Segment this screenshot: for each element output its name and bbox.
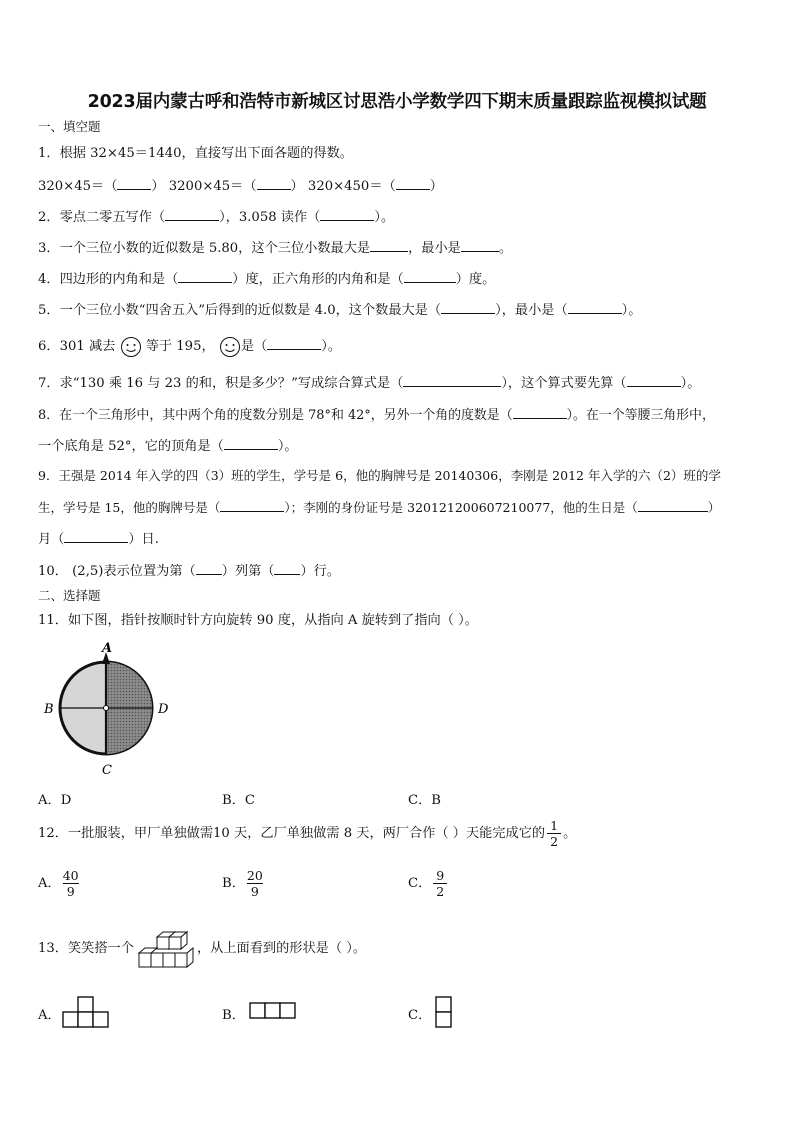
answer-blank[interactable] — [370, 238, 408, 252]
label-d: D — [158, 702, 169, 717]
q13-option-a[interactable]: A． — [38, 1008, 61, 1023]
answer-blank[interactable] — [220, 498, 284, 512]
answer-blank[interactable] — [117, 176, 151, 190]
answer-blank[interactable] — [627, 373, 681, 387]
cube-stack-figure — [137, 931, 193, 969]
answer-blank[interactable] — [403, 373, 501, 387]
section-fill-heading: 一、填空题 — [38, 119, 101, 134]
answer-blank[interactable] — [267, 336, 321, 350]
question-11-stem: 11．如下图，指针按顺时针方向旋转 90 度，从指向 A 旋转到了指向（ ）。 — [38, 613, 478, 628]
question-1-stem: 1．根据 32×45＝1440，直接写出下面各题的得数。 — [38, 146, 353, 161]
smiley-face-icon — [120, 337, 142, 357]
label-a: A — [102, 641, 113, 656]
answer-blank[interactable] — [638, 498, 708, 512]
label-c: C — [102, 763, 112, 778]
answer-blank[interactable] — [513, 405, 567, 419]
question-10: 10． (2,5)表示位置为第（ ）列第（ ）行。 — [38, 561, 340, 581]
answer-blank[interactable] — [224, 436, 278, 450]
answer-blank[interactable] — [64, 529, 128, 543]
answer-blank[interactable] — [274, 561, 300, 575]
question-9-line-2: 生，学号是 15，他的胸牌号是（ ）；李刚的身份证号是 320121200607210077，他的生日是（ ） — [38, 500, 721, 515]
q13-option-c[interactable]: C． — [408, 1008, 432, 1023]
question-7: 7．求“130 乘 16 与 23 的和，积是多少？”写成综合算式是（ ），这个算式要先算（ ）。 — [38, 373, 700, 393]
answer-blank[interactable] — [320, 207, 374, 221]
dial-center — [104, 706, 109, 711]
q12-option-a[interactable]: A． $\frac{40}{9}$ — [38, 868, 79, 899]
section-choice-heading: 二、选择题 — [38, 588, 101, 603]
question-4: 4．四边形的内角和是（ ）度，正六角形的内角和是（ ）度。 — [38, 269, 495, 289]
dial-shaded-quadrant — [106, 662, 152, 708]
question-8-line-2: 一个底角是 52°，它的顶角是（ ）。 — [38, 436, 298, 456]
q12-option-b[interactable]: B． $\frac{20}{9}$ — [222, 868, 263, 899]
page-title: 2023届内蒙古呼和浩特市新城区讨思浩小学数学四下期末质量跟踪监视模拟试题 — [87, 92, 707, 112]
answer-blank[interactable] — [257, 176, 291, 190]
question-13-prefix: 13．笑笑搭一个 — [38, 941, 134, 956]
q11-option-a[interactable]: A．D — [38, 793, 72, 808]
question-13-suffix: ，从上面看到的形状是（ ）。 — [197, 941, 367, 956]
q12-option-c[interactable]: C． $\frac{9}{2}$ — [408, 868, 449, 899]
question-9-line-1: 9．王强是 2014 年入学的四（3）班的学生，学号是 6，他的胸牌号是 20140306，李刚是 2012 年入学的六（2）班的学 — [38, 468, 721, 483]
answer-blank[interactable] — [178, 269, 232, 283]
question-9-line-3: 月（ ）日. — [38, 529, 159, 549]
answer-blank[interactable] — [196, 561, 222, 575]
question-2: 2．零点二零五写作（ ），3.058 读作（ ）。 — [38, 207, 394, 227]
clock-dial-diagram — [44, 641, 174, 778]
dial-shaded-quadrant — [106, 708, 152, 754]
q11-option-c[interactable]: C．B — [408, 793, 441, 808]
answer-blank[interactable] — [165, 207, 219, 221]
label-b: B — [44, 702, 54, 717]
answer-blank[interactable] — [461, 238, 499, 252]
top-view-shape-a — [62, 996, 110, 1028]
q13-option-b[interactable]: B． — [222, 1008, 245, 1023]
top-view-shape-c — [435, 996, 453, 1028]
question-6: 6．301 减去 等于 195， 是（ ）。 — [38, 336, 341, 357]
smiley-face-icon — [219, 337, 241, 357]
question-1-items: 320×45＝（ ） 3200×45＝（ ） 320×450＝（ ） — [38, 176, 443, 196]
answer-blank[interactable] — [404, 269, 456, 283]
question-3: 3．一个三位小数的近似数是 5.80，这个三位小数最大是 ，最小是 。 — [38, 238, 512, 258]
top-view-shape-b — [249, 1002, 297, 1020]
question-8-line-1: 8．在一个三角形中，其中两个角的度数分别是 78°和 42°，另外一个角的度数是（ ）。在一个等腰三角形中， — [38, 405, 715, 425]
answer-blank[interactable] — [568, 300, 622, 314]
fraction-one-half: $\frac{1}{2}$ — [547, 818, 561, 849]
answer-blank[interactable] — [441, 300, 495, 314]
q11-option-b[interactable]: B．C — [222, 793, 255, 808]
answer-blank[interactable] — [396, 176, 430, 190]
question-12: 12．一批服装，甲厂单独做需10 天，乙厂单独做需 8 天，两厂合作（ ）天能完成它的 $\frac{1}{2}$ 。 — [38, 818, 577, 849]
question-5: 5．一个三位小数“四舍五入”后得到的近似数是 4.0，这个数最大是（ ），最小是（ ）。 — [38, 300, 641, 320]
